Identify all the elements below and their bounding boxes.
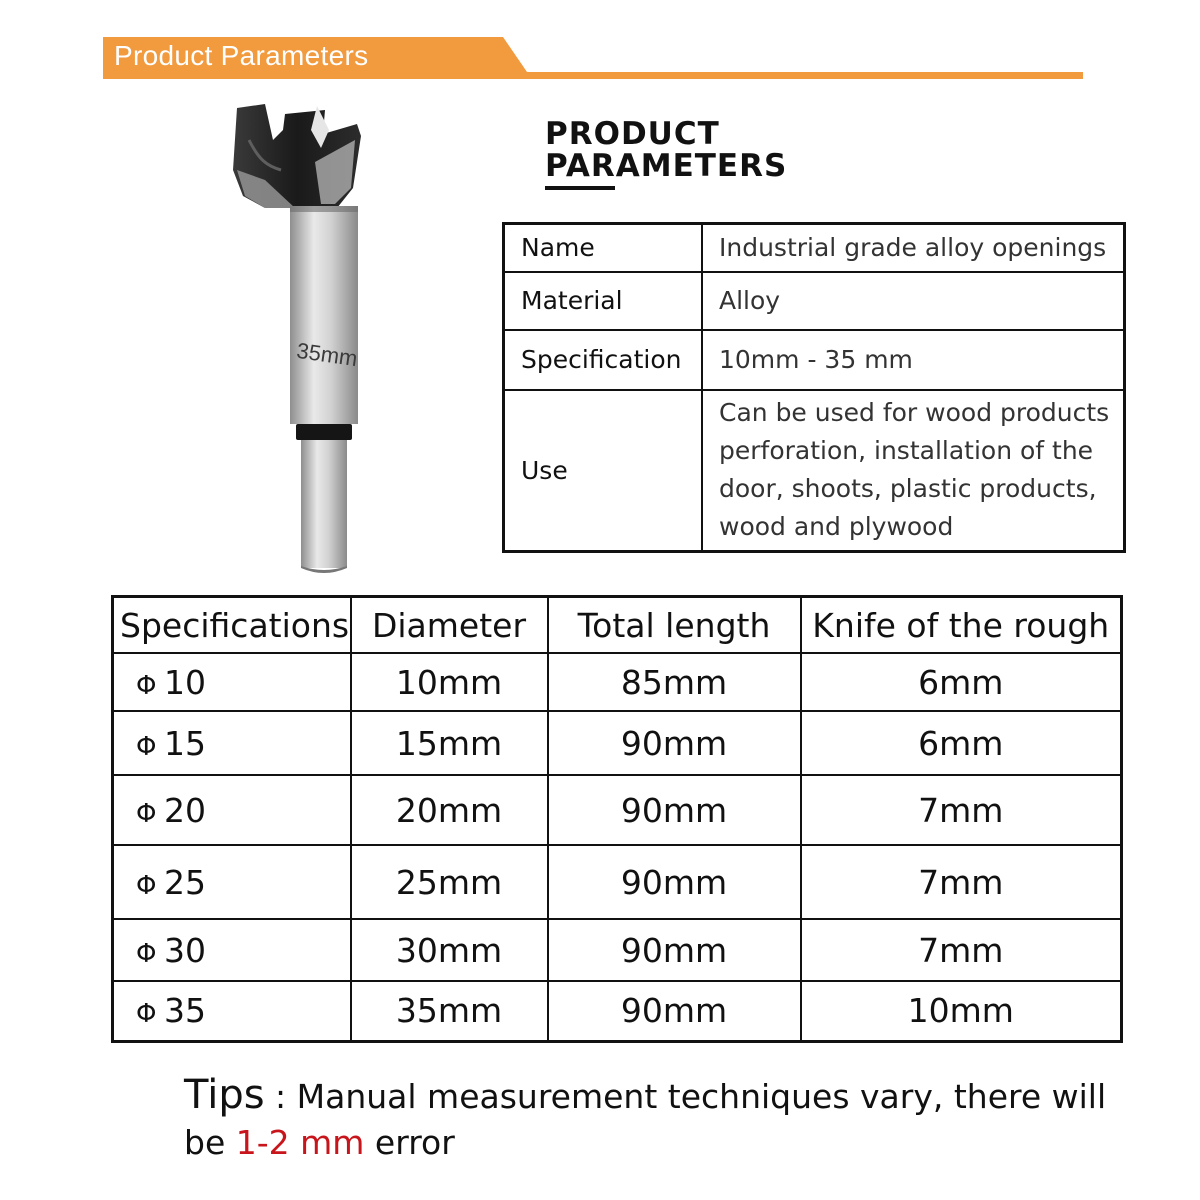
- phi-symbol: Φ: [136, 870, 157, 901]
- table-row: [113, 775, 1122, 845]
- spec-cell: [113, 711, 351, 775]
- param-value: Alloy: [702, 272, 1125, 330]
- knife-cell: 10mm: [801, 981, 1122, 1041]
- header-banner: [103, 37, 1083, 79]
- spec-value: 15: [164, 723, 206, 763]
- phi-symbol: Φ: [136, 731, 157, 762]
- total-length-cell: 90mm: [548, 845, 801, 919]
- tips-text-end: error: [364, 1123, 455, 1162]
- param-label: Material: [504, 272, 703, 330]
- param-label: Specification: [504, 330, 703, 390]
- table-header-row: [113, 597, 1122, 654]
- table-row: [113, 653, 1122, 711]
- spec-value: 35: [164, 991, 206, 1031]
- tips-note: [184, 1072, 1144, 1166]
- total-length-cell: 90mm: [548, 711, 801, 775]
- spec-cell: [113, 845, 351, 919]
- total-length-cell: 90mm: [548, 775, 801, 845]
- spec-value: 30: [164, 930, 206, 970]
- param-value: Can be used for wood products perforation, installation of the door, shoots, plastic products, wood and plywood: [702, 390, 1125, 552]
- table-row: [113, 919, 1122, 981]
- heading-line-2: PARAMETERS: [545, 148, 788, 184]
- table-row: [113, 981, 1122, 1041]
- tips-label: Tips: [184, 1072, 265, 1118]
- heading-underline: [545, 186, 615, 190]
- tips-text: Manual measurement techniques vary, there will be: [184, 1077, 1107, 1162]
- knife-cell: 7mm: [801, 845, 1122, 919]
- param-row-specification: [504, 330, 1125, 390]
- spec-cell: [113, 653, 351, 711]
- knife-cell: 7mm: [801, 775, 1122, 845]
- column-header: Specifications: [113, 597, 351, 654]
- phi-symbol: Φ: [136, 670, 157, 701]
- param-label: Name: [504, 224, 703, 272]
- diameter-cell: 30mm: [351, 919, 548, 981]
- total-length-cell: 90mm: [548, 981, 801, 1041]
- param-label: Use: [504, 390, 703, 552]
- param-row-use: [504, 390, 1125, 552]
- param-value: Industrial grade alloy openings: [702, 224, 1125, 272]
- phi-symbol: Φ: [136, 938, 157, 969]
- knife-cell: 7mm: [801, 919, 1122, 981]
- heading-line-1: PRODUCT: [545, 116, 720, 152]
- spec-cell: [113, 981, 351, 1041]
- tips-separator: :: [264, 1077, 297, 1116]
- diameter-cell: 25mm: [351, 845, 548, 919]
- column-header: Knife of the rough: [801, 597, 1122, 654]
- param-row-name: [504, 224, 1125, 272]
- drill-size-engraving: 35mm: [295, 337, 360, 372]
- phi-symbol: Φ: [136, 999, 157, 1030]
- parameters-heading: [545, 118, 787, 182]
- drill-bit-image: [225, 100, 375, 580]
- banner-title: Product Parameters: [114, 40, 369, 71]
- diameter-cell: 15mm: [351, 711, 548, 775]
- spec-value: 20: [164, 790, 206, 830]
- param-value: 10mm - 35 mm: [702, 330, 1125, 390]
- column-header: Diameter: [351, 597, 548, 654]
- diameter-cell: 10mm: [351, 653, 548, 711]
- knife-cell: 6mm: [801, 711, 1122, 775]
- spec-cell: [113, 919, 351, 981]
- phi-symbol: Φ: [136, 798, 157, 829]
- knife-cell: 6mm: [801, 653, 1122, 711]
- diameter-cell: 35mm: [351, 981, 548, 1041]
- param-row-material: [504, 272, 1125, 330]
- table-row: [113, 711, 1122, 775]
- specifications-table: [111, 595, 1123, 1043]
- spec-value: 10: [164, 662, 206, 702]
- diameter-cell: 20mm: [351, 775, 548, 845]
- column-header: Total length: [548, 597, 801, 654]
- spec-cell: [113, 775, 351, 845]
- total-length-cell: 85mm: [548, 653, 801, 711]
- total-length-cell: 90mm: [548, 919, 801, 981]
- spec-value: 25: [164, 862, 206, 902]
- parameter-table: [502, 222, 1126, 553]
- table-row: [113, 845, 1122, 919]
- error-range: 1-2 mm: [235, 1123, 365, 1162]
